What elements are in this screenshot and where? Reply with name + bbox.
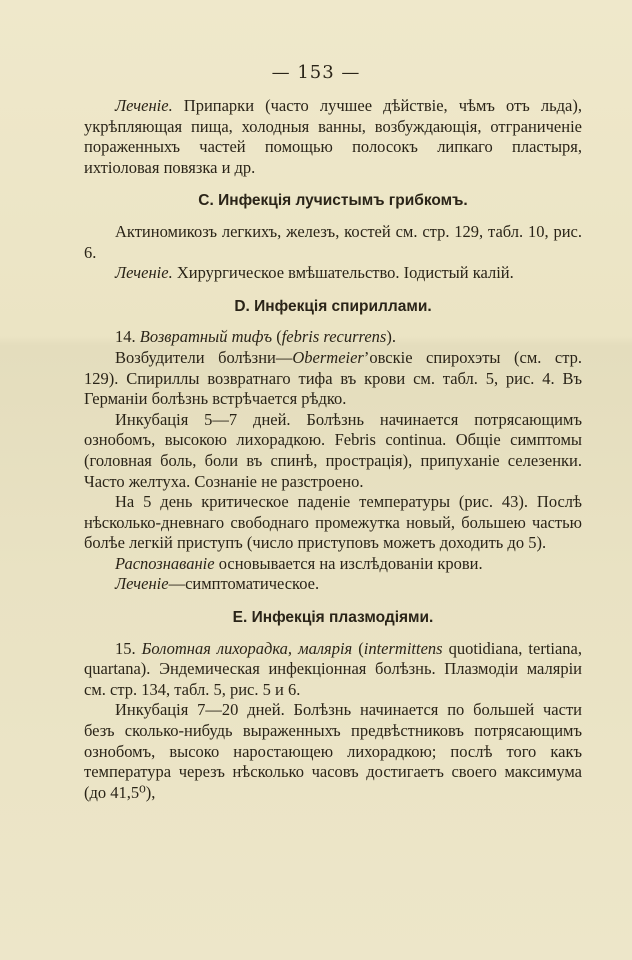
entry-number: 14. (115, 327, 140, 347)
diagnosis-paragraph (84, 554, 582, 575)
treatment-label: Леченіе. (115, 96, 173, 115)
disease-14-title (84, 327, 582, 348)
section-heading-d: D. Инфекція спириллами. (234, 297, 432, 315)
latin-name: febris recurrens (281, 327, 387, 347)
treatment-paragraph-c (84, 263, 582, 284)
incubation-paragraph: Инкубація 5—7 дней. Болѣзнь начинается потрясающимъ ознобомъ, высокою лихорадкою. Febris continua. Общіе симптомы (головная боль, боли въ спинѣ, прострація), припуханіе селезенки. Часто желтуха. Сознаніе не разстроено. (84, 409, 582, 491)
paren-close: ). (386, 327, 396, 347)
disease-name: Болотная лихорадка, малярія (141, 638, 353, 658)
disease-description: quotidiana, tertiana, quartana). Эндемическая инфекціонная болѣзнь. Плазмодіи маляріи см. стр. 134, табл. 5, рис. 5 и 6. (84, 638, 583, 699)
pathogen-text: Возбудители болѣзни— (115, 347, 293, 367)
treatment-label: Леченіе (115, 574, 169, 594)
pathogen-paragraph (84, 348, 582, 410)
diagnosis-text: основывается на изслѣдованіи крови. (214, 553, 483, 573)
author-name: Obermeier (292, 347, 364, 367)
treatment-text: —симптоматическое. (168, 574, 320, 594)
treatment-text: Припарки (часто лучшее дѣйствіе, чѣмъ отъ льда), укрѣпляющая пища, холодныя ванны, возбуждающія, отграниченіе пораженныхъ частей помощью полосокъ липкаго пластыря, ихтіоловая повязка и др. (84, 96, 582, 177)
incubation-paragraph-malaria: Инкубація 7—20 дней. Болѣзнь начинается по большей части безъ сколько-нибудь выраженныхъ предвѣстниковъ потрясающимъ ознобомъ, высоко наростающею лихорадкою; послѣ того какъ температура черезъ нѣсколько часовъ достигаетъ своего максимума (до 41,5⁰), (84, 700, 582, 802)
treatment-paragraph (84, 96, 582, 178)
crisis-paragraph: На 5 день критическое паденіе температуры (рис. 43). Послѣ нѣсколько-дневнаго свободнаго промежутка новый, большею частью болѣе легкій приступъ (число приступовъ можетъ доходить до 5). (84, 492, 582, 553)
page-body (84, 96, 582, 803)
paren-open: ( (272, 327, 282, 347)
latin-name: intermittens (363, 638, 443, 658)
entry-number: 15. (115, 638, 142, 658)
pathogen-text-rest: ’овскіе спирохэты (см. стр. 129). Спириллы возвратнаго тифа въ крови см. табл. 5, рис. 4. Въ Германіи болѣзнь встрѣчается рѣдко. (84, 347, 583, 409)
diagnosis-label: Распознаваніе (115, 553, 215, 573)
section-heading-e: E. Инфекція плазмодіями. (232, 609, 434, 627)
section-heading-c: C. Инфекція лучистымъ грибкомъ. (198, 192, 468, 210)
paren-open: ( (352, 638, 364, 658)
page-number: — 153 — (271, 62, 361, 83)
treatment-label: Леченіе. (115, 263, 173, 283)
disease-15-paragraph (84, 639, 582, 701)
disease-name: Возвратный тифъ (139, 327, 273, 347)
actinomycosis-paragraph: Актиномикозъ легкихъ, железъ, костей см. стр. 129, табл. 10, рис. 6. (84, 221, 582, 262)
treatment-text: Хирургическое вмѣшательство. Іодистый калій. (172, 263, 514, 283)
treatment-paragraph-d (84, 574, 582, 595)
